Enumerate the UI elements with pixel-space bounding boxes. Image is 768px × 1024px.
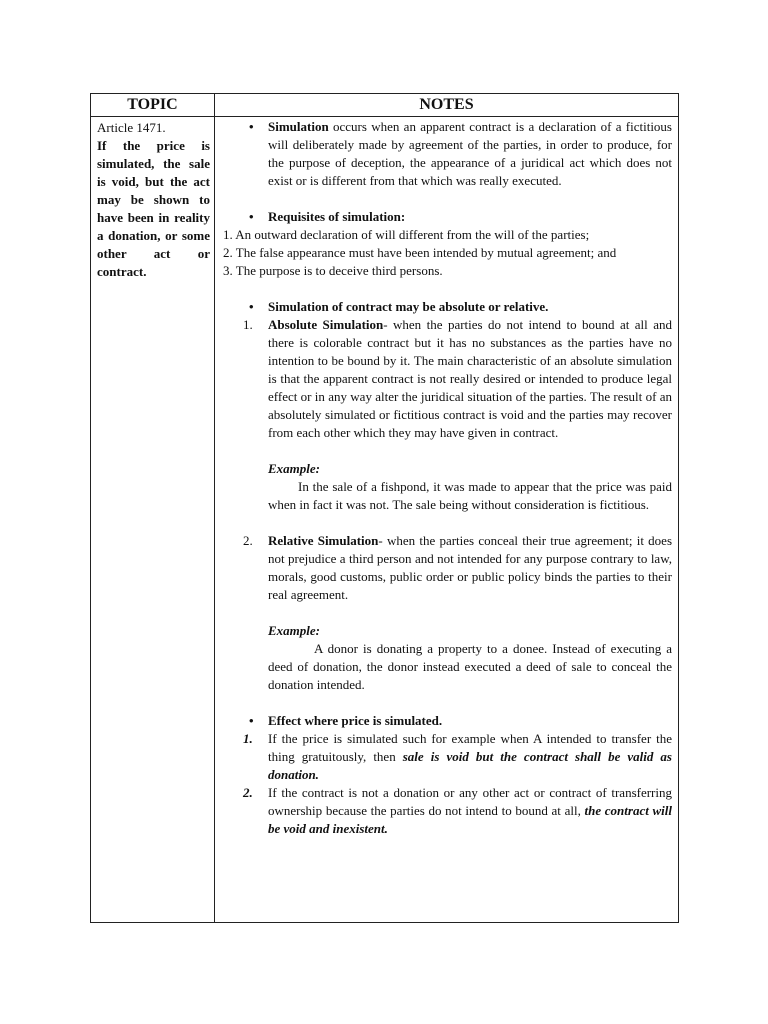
kinds-heading: • Simulation of contract may be absolute or relative. <box>249 299 549 314</box>
header-topic: TOPIC <box>91 94 215 117</box>
article-rule: If the price is simulated, the sale is void, but the act may be shown to have been in reality a donation, or some other act or contract. <box>97 138 210 279</box>
bullet-icon: • <box>249 209 254 224</box>
example-2-text: A donor is donating a property to a donee. Instead of executing a deed of donation, the donor instead executed a deed of sale to conceal the donation intended. <box>268 641 672 692</box>
notes-table <box>90 93 679 923</box>
example-1-text: In the sale of a fishpond, it was made to appear that the price was paid when in fact it was not. The sale being without consideration is fictitious. <box>268 479 672 512</box>
effect-heading: • Effect where price is simulated. <box>249 713 443 728</box>
notes-cell <box>215 117 679 923</box>
bullet-icon: • <box>249 713 254 728</box>
list-number: 1. <box>243 731 253 746</box>
requisite-1: 1. An outward declaration of will different from the will of the parties; <box>223 227 590 242</box>
example-label-1: Example: <box>268 461 320 476</box>
absolute-def: - when the parties do not intend to bound at all and there is colorable contract but it has no substances as the parties have no intention to be bound by it. The main characteristic of an absolute simulation is that the apparent contract is not really desired or intended to produce legal effect or in any way alter the juridical situation of the parties. The result of an absolutely simulated or fictitious contract is void and the parties may recover from each other which they may have given in contract. <box>268 317 672 440</box>
table-header-row <box>91 94 679 117</box>
list-number: 1. <box>243 317 253 332</box>
header-notes: NOTES <box>215 94 679 117</box>
simulation-definition <box>223 118 672 190</box>
topic-cell <box>91 117 215 923</box>
requisites-heading: • Requisites of simulation: <box>249 209 406 224</box>
simulation-def-text: occurs when an apparent contract is a declaration of a fictitious will deliberately made by agreement of the parties, in order to produce, for the purpose of deception, the appearance of a juridical act which does not exist or is different from that which was really executed. <box>268 119 672 188</box>
absolute-term: Absolute Simulation <box>268 317 384 332</box>
effect-2-emphasis: the contract will be void and inexistent. <box>268 803 673 836</box>
requisite-2: 2. The false appearance must have been intended by mutual agreement; and <box>223 245 617 260</box>
relative-simulation <box>223 532 672 604</box>
bullet-icon: • <box>249 299 254 314</box>
relative-def: - when the parties conceal their true agreement; it does not prejudice a third person and not intended for any purpose contrary to law, morals, good customs, public order or public policy binds the parties to their real agreement. <box>268 533 673 602</box>
effect-1-emphasis: sale is void but the contract shall be valid as donation. <box>268 749 672 782</box>
table-row <box>91 117 679 923</box>
simulation-term: Simulation <box>268 119 329 134</box>
effect-item-1: 1. If the price is simulated such for example when A intended to transfer the thing gratuitously, then sale is void but the contract shall be valid as donation. <box>243 731 672 782</box>
list-number: 2. <box>243 785 253 800</box>
bullet-icon: • <box>249 119 254 134</box>
relative-term: Relative Simulation <box>268 533 379 548</box>
article-number: Article 1471. <box>97 120 166 135</box>
effect-item-2: 2. If the contract is not a donation or any other act or contract of transferring ownership because the parties do not intend to bound at all, the contract will be void and inexistent. <box>243 785 673 836</box>
example-label-2: Example: <box>268 623 320 638</box>
requisite-3: 3. The purpose is to deceive third persons. <box>223 263 443 278</box>
absolute-simulation <box>223 316 672 442</box>
list-number: 2. <box>243 533 253 548</box>
